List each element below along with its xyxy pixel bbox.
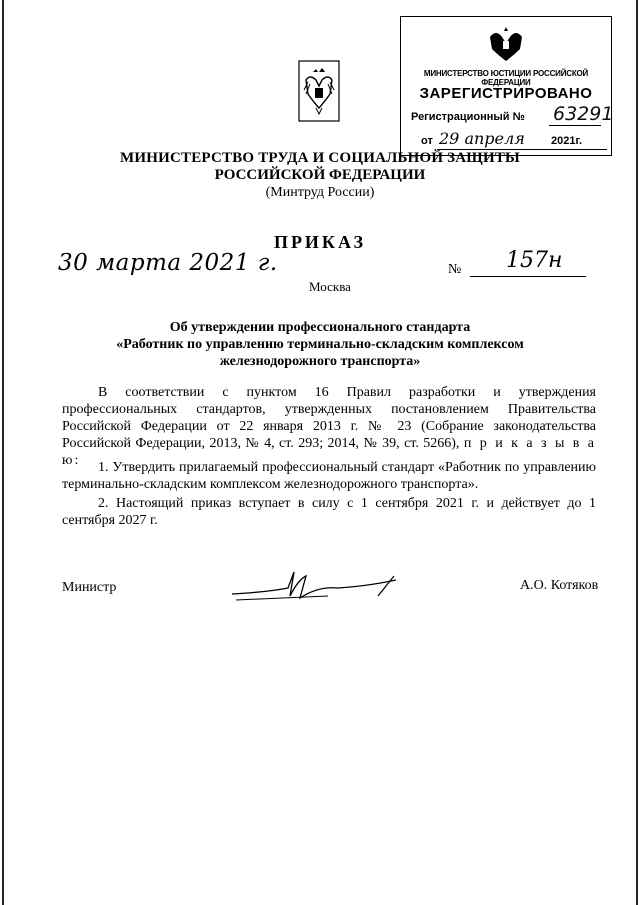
order-directive: п р и к а з ы в а ю: (62, 436, 597, 468)
scan-edge-left (2, 0, 4, 905)
order-number-underline (470, 276, 586, 277)
stamp-underline (549, 125, 601, 126)
stamp-registered: ЗАРЕГИСТРИРОВАНО (419, 85, 593, 102)
stamp-date-prefix: от (421, 135, 433, 147)
scan-edge-right (636, 0, 638, 905)
stamp-date-value: 29 апреля (439, 129, 525, 148)
body-paragraph-1: 1. Утвердить прилагаемый профессиональный стандарт «Работник по управлению терминально-складским комплексом железнодорожного транспорта». (62, 460, 596, 492)
stamp-regnum-value: 63291 (553, 103, 614, 125)
coat-of-arms-emblem (298, 60, 340, 122)
signatory-name: А.О. Котяков (520, 578, 599, 593)
ministry-title-line2: РОССИЙСКОЙ ФЕДЕРАЦИИ (214, 167, 426, 183)
stamp-emblem-icon (486, 23, 526, 63)
preamble-text: В соответствии с пунктом 16 Правил разработки и утверждения профессиональных стандартов, утвержденных постановлением Правительства Российской Федерации от 22 января 2013 г. № 23 (Собрание законодательства Российской Федерации, 2013, № 4, ст. 293; 2014, № 39, ст. 5266), (62, 385, 596, 451)
order-number-label: № (448, 262, 462, 277)
order-title: ПРИКАЗ (273, 232, 367, 252)
ministry-title: МИНИСТЕРСТВО ТРУДА И СОЦИАЛЬНОЙ ЗАЩИТЫ (120, 150, 520, 166)
stamp-regnum-label: Регистрационный № (411, 111, 525, 123)
subject-line: железнодорожного транспорта» (219, 354, 421, 369)
ministry-short-name: (Минтруд России) (265, 185, 375, 200)
body-paragraph-preamble (62, 384, 596, 469)
subject-line: Об утверждении профессионального стандарта (169, 320, 471, 335)
signatory-role: Министр (62, 580, 117, 595)
order-number-value: 157н (506, 248, 563, 273)
body-paragraph-2: 2. Настоящий приказ вступает в силу с 1 сентября 2021 г. и действует до 1 сентября 2027 г. (62, 496, 596, 528)
stamp-ministry: МИНИСТЕРСТВО ЮСТИЦИИ РОССИЙСКОЙ ФЕДЕРАЦИИ (423, 69, 589, 87)
handwritten-signature (228, 566, 404, 608)
stamp-year: 2021г. (551, 135, 583, 147)
order-subject (0, 319, 640, 370)
order-city: Москва (309, 279, 351, 294)
order-date-handwritten: 30 марта 2021 г. (58, 250, 278, 276)
registration-stamp (400, 16, 612, 156)
subject-line: «Работник по управлению терминально-складским комплексом (116, 337, 524, 352)
